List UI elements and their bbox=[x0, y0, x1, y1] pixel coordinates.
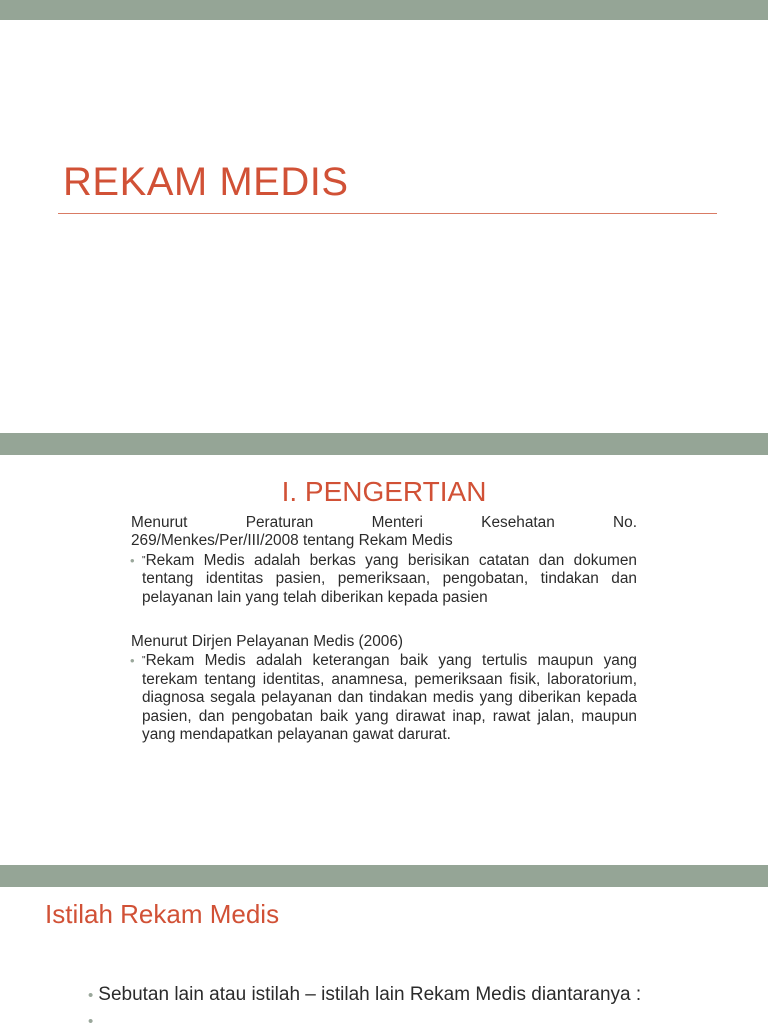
definition-1-text: Rekam Medis adalah berkas yang berisikan catatan dan dokumen tentang identitas pasien, pemeriksaan, pengobatan, tindakan dan pelayanan lain yang telah diberikan kepada pasien bbox=[142, 551, 637, 606]
slide-2-content bbox=[131, 514, 637, 744]
slide-3 bbox=[0, 887, 768, 1024]
slide-separator-2 bbox=[0, 433, 768, 455]
definition-2-text: Rekam Medis adalah keterangan baik yang tertulis maupun yang terekam tentang identitas, anamnesa, pemeriksaan fisik, laboratorium, diagnosa segala pelayanan dan tindakan medis yang diberikan kepada pasien, dan pengobatan baik yang dirawat inap, rawat jalan, maupun yang mendapatkan pelayanan gawat darurat. bbox=[142, 652, 637, 744]
quote-mark: " bbox=[142, 554, 146, 566]
definition-2-bullet bbox=[131, 652, 637, 744]
list-item bbox=[88, 984, 641, 1006]
bullet-icon: • bbox=[130, 552, 135, 568]
bullet-icon: • bbox=[130, 653, 135, 669]
slide-separator-3 bbox=[0, 865, 768, 887]
title-underline bbox=[58, 213, 717, 214]
list-item-text: Sebutan lain atau istilah – istilah lain Rekam Medis diantaranya : bbox=[98, 984, 642, 1005]
list-item bbox=[88, 1010, 98, 1024]
slide-1-title: REKAM MEDIS bbox=[63, 160, 349, 204]
slide-separator-top bbox=[0, 0, 768, 20]
quote-mark: " bbox=[142, 655, 146, 667]
slide-2-title: I. PENGERTIAN bbox=[281, 476, 487, 507]
definition-1-bullet bbox=[131, 552, 637, 607]
bullet-icon: • bbox=[88, 987, 94, 1004]
definition-1-heading-line2: 269/Menkes/Per/III/2008 tentang Rekam Medis bbox=[131, 532, 453, 550]
definition-2-heading: Menurut Dirjen Pelayanan Medis (2006) bbox=[131, 633, 404, 651]
slide-2 bbox=[0, 455, 768, 865]
bullet-icon: • bbox=[88, 1013, 94, 1024]
definition-1-heading-line1: Menurut Peraturan Menteri Kesehatan No. bbox=[131, 514, 637, 531]
slide-3-title: Istilah Rekam Medis bbox=[45, 899, 280, 929]
slide-1 bbox=[0, 20, 768, 433]
